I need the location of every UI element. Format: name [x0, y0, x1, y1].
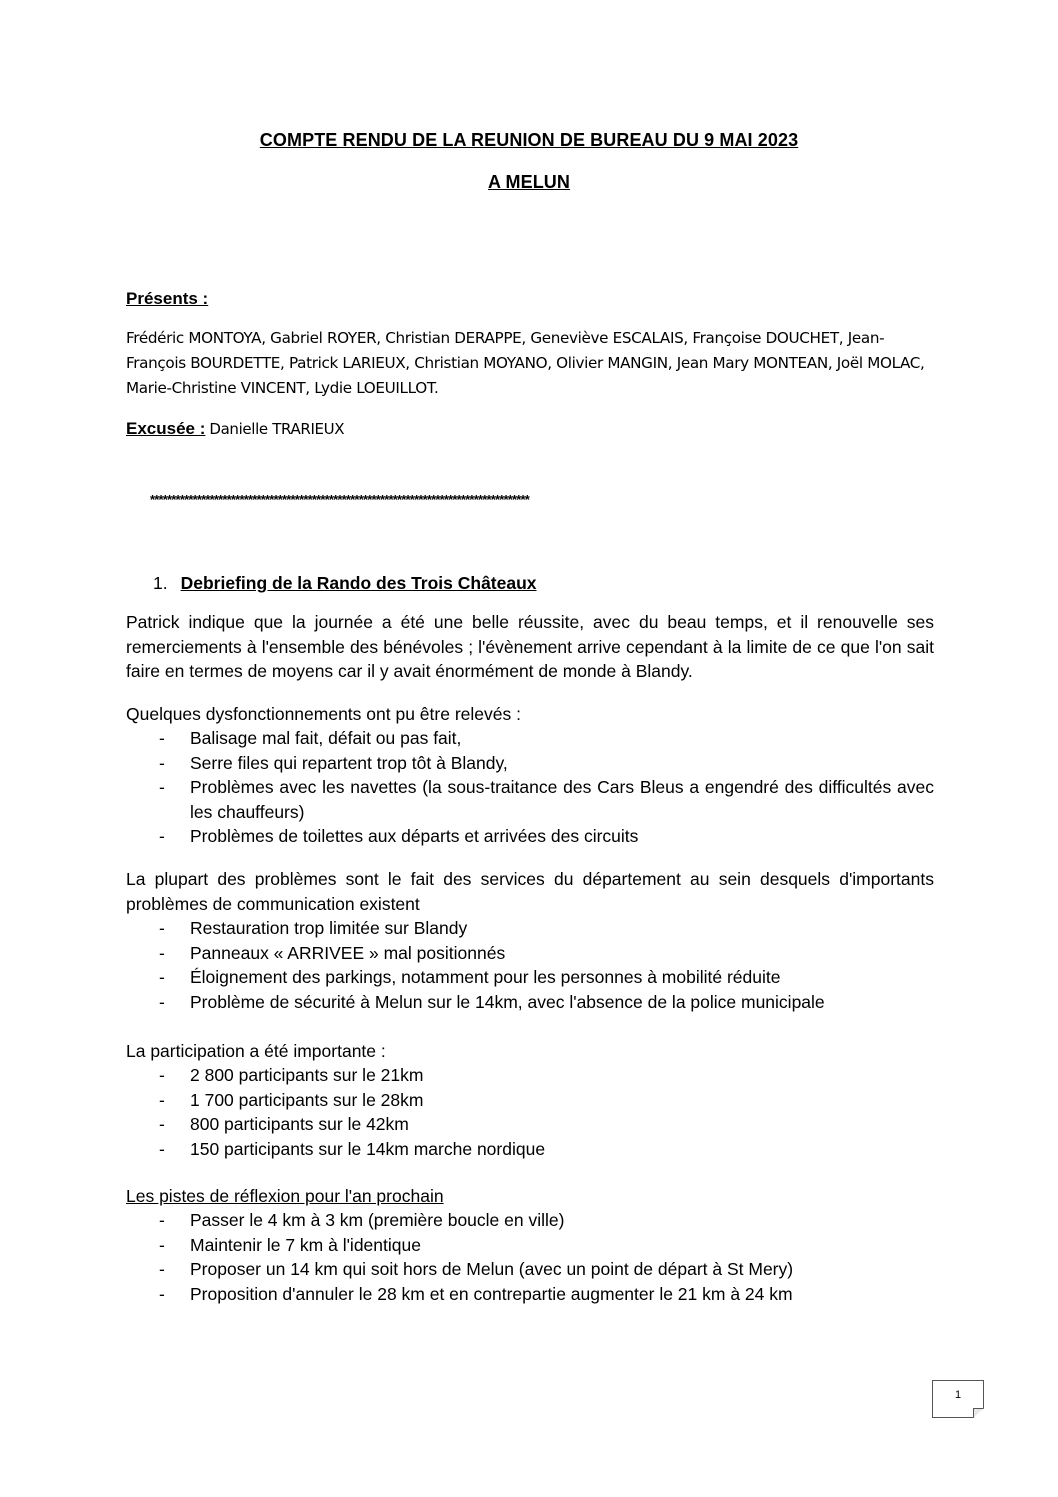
separator-stars: *****************************************************************************************	[150, 492, 530, 507]
list-item: - Panneaux « ARRIVEE » mal positionnés	[126, 941, 934, 966]
page-number: 1	[954, 1389, 962, 1401]
list-item: - Restauration trop limitée sur Blandy	[126, 916, 934, 941]
dash-bullet: -	[159, 991, 165, 1012]
dash-bullet: -	[159, 1089, 165, 1110]
dash-bullet: -	[159, 728, 165, 748]
list-item: - 1 700 participants sur le 28km	[126, 1088, 934, 1113]
list-item: - 150 participants sur le 14km marche nordique	[126, 1137, 934, 1162]
section-1-heading	[153, 573, 537, 594]
pistes-list	[126, 1208, 934, 1306]
dysfonctionnements-intro: Quelques dysfonctionnements ont pu être relevés :	[126, 704, 521, 724]
dash-bullet: -	[159, 1138, 165, 1159]
dash-bullet: -	[159, 1114, 165, 1134]
presents-label: Présents :	[126, 289, 209, 308]
dash-bullet: -	[159, 1283, 165, 1304]
dysfonctionnements-list	[126, 726, 934, 849]
list-item: - Passer le 4 km à 3 km (première boucle en ville)	[126, 1208, 934, 1233]
dash-bullet: -	[159, 967, 165, 987]
dash-bullet: -	[159, 918, 165, 938]
list-item: - 2 800 participants sur le 21km	[126, 1063, 934, 1088]
list-item: - 800 participants sur le 42km	[126, 1112, 934, 1137]
plupart-list	[126, 916, 934, 1014]
section-1-title: Debriefing de la Rando des Trois Châteaux	[180, 573, 537, 593]
document-subtitle-location: A MELUN	[487, 172, 571, 192]
dash-bullet: -	[159, 826, 165, 846]
dash-bullet: -	[159, 752, 165, 773]
list-item: - Serre files qui repartent trop tôt à Blandy,	[126, 751, 934, 776]
dash-bullet: -	[159, 1210, 165, 1230]
list-item: - Problème de sécurité à Melun sur le 14km, avec l'absence de la police municipale	[126, 990, 934, 1015]
dash-bullet: -	[159, 1234, 165, 1255]
list-item: - Balisage mal fait, défait ou pas fait,	[126, 726, 934, 751]
list-item: - Problèmes de toilettes aux départs et arrivées des circuits	[126, 824, 934, 849]
participation-intro: La participation a été importante :	[126, 1041, 386, 1061]
section-1-number: 1.	[153, 573, 168, 593]
document-title: COMPTE RENDU DE LA REUNION DE BUREAU DU 9 MAI 2023	[259, 130, 799, 150]
excusee-label: Excusée :	[126, 419, 206, 438]
dash-bullet: -	[159, 1259, 165, 1279]
pistes-intro: Les pistes de réflexion pour l'an prochain	[126, 1186, 444, 1206]
list-item: - Problèmes avec les navettes (la sous-traitance des Cars Bleus a engendré des difficultés avec les chauffeurs)	[159, 777, 934, 822]
intro-paragraph: Patrick indique que la journée a été une belle réussite, avec du beau temps, et il renouvelle ses remerciements à l'ensemble des bénévoles ; l'évènement arrive cependant à la limite de ce que l'on sait faire en termes de moyens car il y avait énormément de monde à Blandy.	[126, 612, 934, 681]
list-item: - Proposer un 14 km qui soit hors de Melun (avec un point de départ à St Mery)	[126, 1257, 934, 1282]
presents-names: Frédéric MONTOYA, Gabriel ROYER, Christian DERAPPE, Geneviève ESCALAIS, Françoise DOUCHET, Jean-François BOURDETTE, Patrick LARIEUX, Christian MOYANO, Olivier MANGIN, Jean Mary MONTEAN, Joël MOLAC, Marie-Christine VINCENT, Lydie LOEUILLOT.	[126, 329, 925, 397]
excusee-name: Danielle TRARIEUX	[209, 420, 345, 438]
dash-bullet: -	[159, 777, 165, 797]
excusee-line	[126, 419, 344, 439]
list-item: - Proposition d'annuler le 28 km et en contrepartie augmenter le 21 km à 24 km	[126, 1282, 934, 1307]
plupart-intro: La plupart des problèmes sont le fait des services du département au sein desquels d'importants problèmes de communication existent	[126, 869, 934, 914]
dash-bullet: -	[159, 942, 165, 963]
list-item: - Éloignement des parkings, notamment pour les personnes à mobilité réduite	[126, 965, 934, 990]
list-item: - Maintenir le 7 km à l'identique	[126, 1233, 934, 1258]
participation-list	[126, 1063, 934, 1161]
dash-bullet: -	[159, 1065, 165, 1085]
